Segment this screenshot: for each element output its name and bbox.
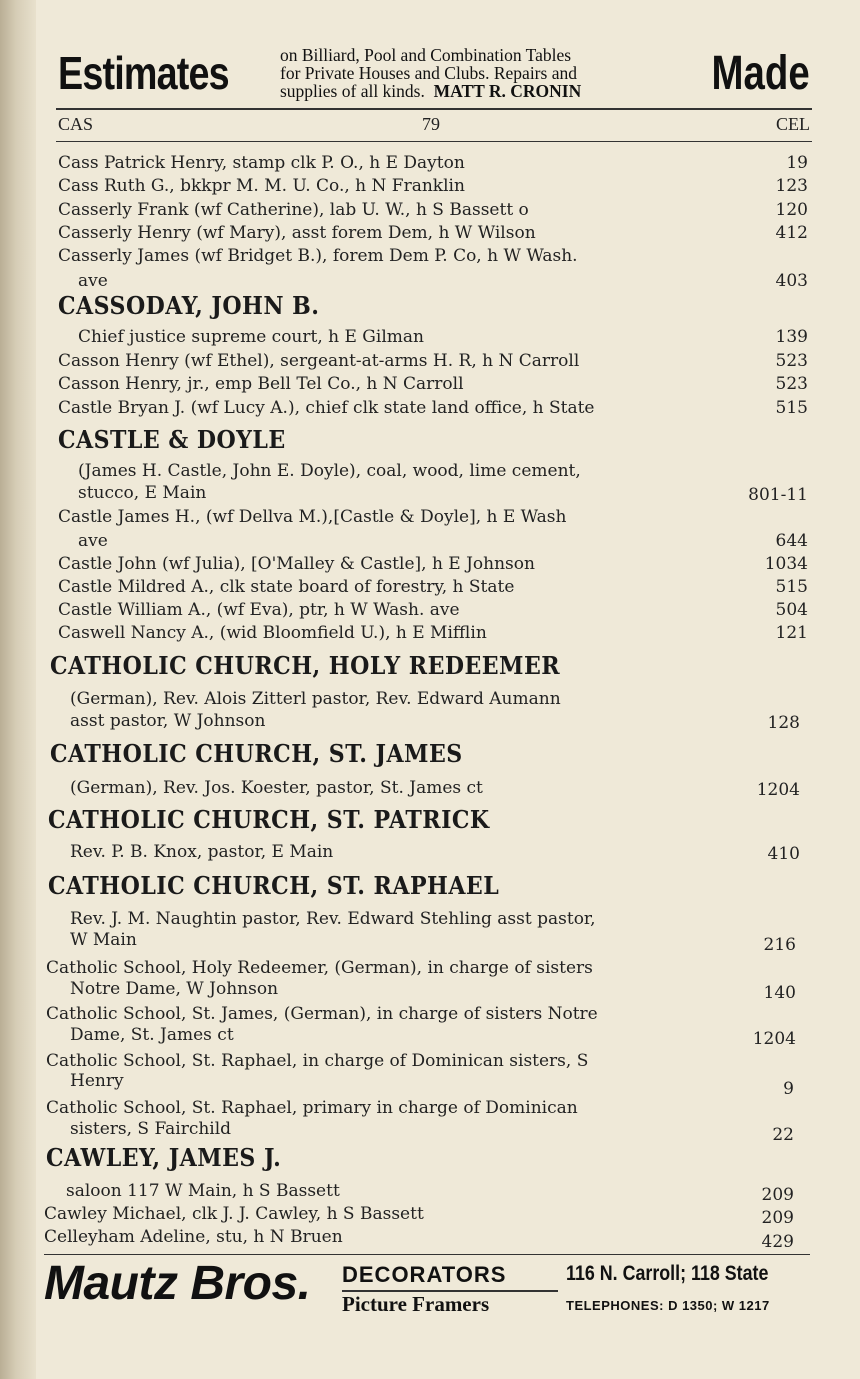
entry-number: 429	[761, 1232, 794, 1252]
entry-line: Catholic School, St. Raphael, primary in charge of Dominican	[46, 1098, 578, 1118]
entry-line: Henry	[70, 1071, 124, 1091]
footer-rule	[44, 1254, 810, 1255]
entry-line: Catholic School, Holy Redeemer, (German), in charge of sisters	[46, 958, 593, 978]
entry-line: W Main	[70, 930, 137, 950]
entry-number: 139	[775, 327, 808, 347]
entry-number: 209	[761, 1185, 794, 1205]
entry-number: 515	[775, 577, 808, 597]
entry-number: 403	[775, 271, 808, 291]
running-head	[58, 114, 810, 138]
ad-line-2: for Private Houses and Clubs. Repairs and	[280, 63, 577, 83]
entry-line: Casson Henry (wf Ethel), sergeant-at-arms H. R, h N Carroll	[58, 351, 580, 371]
entry-line: Castle James H., (wf Dellva M.),[Castle & Doyle], h E Wash	[58, 507, 567, 527]
entry-number: 209	[761, 1208, 794, 1228]
entry-number: 515	[775, 398, 808, 418]
entry-number: 120	[775, 200, 808, 220]
ad-advertiser-name: MATT R. CRONIN	[433, 81, 582, 101]
top-advertisement	[58, 42, 810, 102]
entry-line: Dame, St. James ct	[70, 1025, 234, 1045]
entry-number: 216	[763, 935, 796, 955]
entry-number: 410	[767, 844, 800, 864]
entry-line: Notre Dame, W Johnson	[70, 979, 279, 999]
entry-number: 523	[775, 374, 808, 394]
entry-number: 1204	[752, 1029, 796, 1049]
entry-number: 121	[775, 623, 808, 643]
entry-heading: CATHOLIC CHURCH, HOLY REDEEMER	[50, 651, 561, 680]
entry-number: 1034	[764, 554, 808, 574]
entry-line: Casserly Henry (wf Mary), asst forem Dem, h W Wilson	[58, 223, 536, 243]
ad-estimates-word: Estimates	[58, 47, 229, 99]
entry-number: 128	[767, 713, 800, 733]
page-number: 79	[422, 114, 440, 134]
entry-number: 123	[775, 176, 808, 196]
entry-line: Casserly Frank (wf Catherine), lab U. W., h S Bassett o	[58, 200, 529, 220]
entry-line: ave	[78, 271, 108, 291]
header-rule-top	[56, 108, 812, 110]
entry-heading: CATHOLIC CHURCH, ST. PATRICK	[48, 805, 490, 834]
entry-line: Casson Henry, jr., emp Bell Tel Co., h N Carroll	[58, 374, 464, 394]
entry-line: (James H. Castle, John E. Doyle), coal, wood, lime cement,	[78, 461, 581, 481]
entry-line: Castle William A., (wf Eva), ptr, h W Wash. ave	[58, 600, 460, 620]
entry-number: 1204	[756, 780, 800, 800]
entry-line: Cass Ruth G., bkkpr M. M. U. Co., h N Franklin	[58, 176, 465, 196]
entry-line: Caswell Nancy A., (wid Bloomfield U.), h E Mifflin	[58, 623, 487, 643]
entry-line: Chief justice supreme court, h E Gilman	[78, 327, 424, 347]
entry-heading: CASTLE & DOYLE	[58, 425, 286, 454]
entry-line: stucco, E Main	[78, 483, 207, 503]
entry-line: Cawley Michael, clk J. J. Cawley, h S Bassett	[44, 1204, 424, 1224]
entry-heading: CATHOLIC CHURCH, ST. RAPHAEL	[48, 871, 500, 900]
entry-heading: CASSODAY, JOHN B.	[58, 291, 320, 320]
running-head-right: CEL	[776, 114, 810, 134]
entry-line: Castle Mildred A., clk state board of forestry, h State	[58, 577, 515, 597]
entry-line: Casserly James (wf Bridget B.), forem Dem P. Co, h W Wash.	[58, 246, 578, 266]
entry-heading: CATHOLIC CHURCH, ST. JAMES	[50, 739, 463, 768]
ad-body-text	[280, 46, 720, 100]
entry-heading: CAWLEY, JAMES J.	[46, 1143, 282, 1172]
entry-line: Catholic School, St. Raphael, in charge of Dominican sisters, S	[46, 1051, 589, 1071]
ad-telephones: TELEPHONES: D 1350; W 1217	[566, 1298, 770, 1313]
ad-made-word: Made	[711, 47, 810, 100]
entry-number: 523	[775, 351, 808, 371]
ad-picture-framers: Picture Framers	[342, 1292, 490, 1316]
entry-line: Rev. J. M. Naughtin pastor, Rev. Edward Stehling asst pastor,	[70, 909, 596, 929]
book-spine-shadow	[0, 0, 36, 1379]
entry-line: saloon 117 W Main, h S Bassett	[66, 1181, 340, 1201]
entry-number: 412	[775, 223, 808, 243]
entry-line: (German), Rev. Alois Zitterl pastor, Rev. Edward Aumann	[70, 689, 561, 709]
entry-line: Catholic School, St. James, (German), in charge of sisters Notre	[46, 1004, 598, 1024]
entry-line: sisters, S Fairchild	[70, 1119, 232, 1139]
entry-line: Castle Bryan J. (wf Lucy A.), chief clk state land office, h State	[58, 398, 595, 418]
header-rule-bottom	[56, 141, 812, 142]
directory-page	[36, 0, 860, 1379]
entry-number: 504	[775, 600, 808, 620]
bottom-advertisement	[44, 1256, 834, 1336]
entry-number: 22	[772, 1125, 794, 1145]
entry-number: 644	[775, 531, 808, 551]
entry-line: ave	[78, 531, 108, 551]
ad-address: 116 N. Carroll; 118 State	[566, 1262, 769, 1285]
entry-number: 801-11	[748, 485, 808, 505]
entry-number: 9	[783, 1079, 794, 1099]
entry-line: Cass Patrick Henry, stamp clk P. O., h E Dayton	[58, 153, 465, 173]
entry-line: Castle John (wf Julia), [O'Malley & Castle], h E Johnson	[58, 554, 535, 574]
ad-line-3	[280, 82, 720, 100]
ad-decorators: DECORATORS	[342, 1262, 507, 1287]
entry-line: (German), Rev. Jos. Koester, pastor, St. James ct	[70, 778, 483, 798]
entry-number: 19	[786, 153, 808, 173]
ad-brand-name: Mautz Bros.	[44, 1257, 311, 1310]
ad-line-3-text: supplies of all kinds.	[280, 81, 425, 101]
entry-line: Rev. P. B. Knox, pastor, E Main	[70, 842, 334, 862]
running-head-left: CAS	[58, 114, 94, 134]
ad-line-1: on Billiard, Pool and Combination Tables	[280, 45, 572, 65]
entry-line: asst pastor, W Johnson	[70, 711, 266, 731]
entry-number: 140	[763, 983, 796, 1003]
entry-line: Celleyham Adeline, stu, h N Bruen	[44, 1227, 343, 1247]
